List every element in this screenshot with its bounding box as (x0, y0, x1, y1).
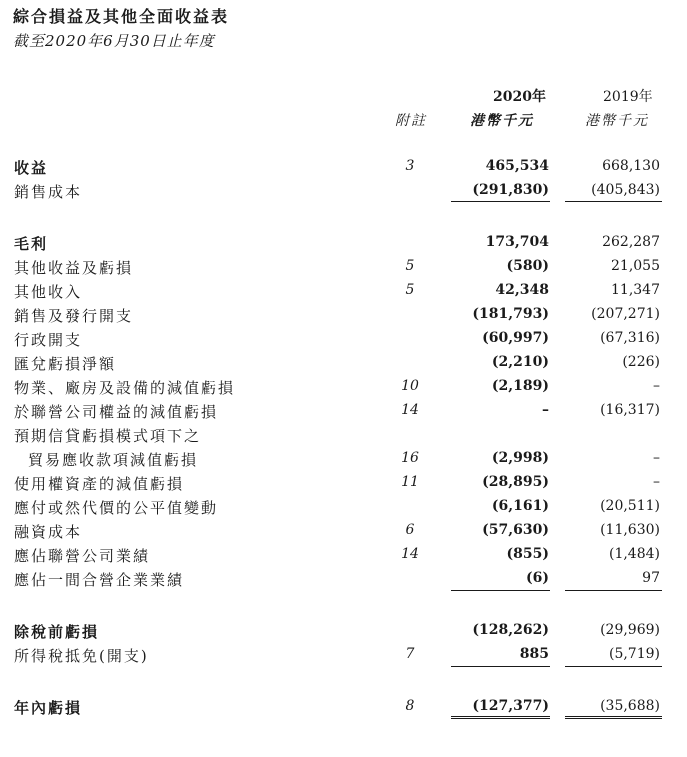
value-2019: (207,271) (591, 306, 660, 322)
value-2020: (6) (526, 570, 549, 586)
row-label-gross-profit: 毛利 (14, 235, 49, 253)
value-2020: (128,262) (472, 622, 549, 638)
value-2020: (291,830) (472, 182, 549, 198)
column-header-year-2019: 2019年 (603, 89, 653, 105)
value-2019: 11,347 (611, 282, 660, 298)
value-2019: (1,484) (608, 546, 660, 562)
row-label-revenue: 收益 (14, 159, 49, 177)
value-2019: – (653, 474, 660, 490)
value-2020: 42,348 (495, 282, 549, 298)
subtotal-rule-2020 (451, 590, 550, 591)
value-2020: (2,210) (491, 354, 549, 370)
value-2019: 262,287 (602, 234, 660, 250)
value-2019: (226) (622, 354, 660, 370)
value-2019: 668,130 (602, 158, 660, 174)
row-label-finance-costs: 融資成本 (14, 523, 83, 541)
row-label-loss-for-year: 年內虧損 (14, 699, 83, 717)
value-2020: (127,377) (472, 698, 549, 714)
value-2019: (16,317) (600, 402, 660, 418)
statement-period: 截至2020年6月30日止年度 (13, 32, 215, 50)
row-label-associate-impairment: 於聯營公司權益的減值虧損 (14, 403, 219, 421)
row-note: 7 (405, 646, 415, 662)
value-2020: (28,895) (482, 474, 549, 490)
row-label-contingent-consideration: 應付或然代價的公平值變動 (14, 499, 219, 517)
row-note: 6 (405, 522, 415, 538)
row-note: 5 (405, 282, 415, 298)
row-label-cost-of-sales: 銷售成本 (14, 183, 83, 201)
statement-title: 綜合損益及其他全面收益表 (13, 7, 230, 26)
row-label-administrative: 行政開支 (14, 331, 83, 349)
value-2020: (855) (506, 546, 549, 562)
value-2020: 173,704 (485, 234, 549, 250)
total-double-rule-2020 (451, 716, 550, 719)
row-label-other-income: 其他收入 (14, 283, 83, 301)
row-label-exchange-loss: 匯兌虧損淨額 (14, 355, 117, 373)
value-2020: – (542, 402, 549, 418)
row-note: 16 (401, 450, 419, 466)
column-header-year-2020: 2020年 (493, 89, 546, 105)
row-note: 14 (401, 402, 419, 418)
value-2020: (60,997) (482, 330, 549, 346)
value-2020: (57,630) (482, 522, 549, 538)
subtotal-rule-2019 (565, 666, 662, 667)
subtotal-rule-2019 (565, 201, 662, 202)
row-note: 14 (401, 546, 419, 562)
value-2019: (29,969) (600, 622, 660, 638)
column-header-unit-2020: 港幣千元 (470, 113, 534, 129)
row-label-ecl-model: 預期信貸虧損模式項下之 (14, 427, 202, 445)
row-label-trade-receivables-impairment: 貿易應收款項減值虧損 (28, 451, 199, 469)
row-label-income-tax: 所得稅抵免(開支) (14, 647, 149, 665)
value-2020: (6,161) (491, 498, 549, 514)
value-2020: 885 (519, 646, 549, 662)
row-label-other-gains-losses: 其他收益及虧損 (14, 259, 134, 277)
value-2019: (35,688) (600, 698, 660, 714)
row-label-loss-before-tax: 除稅前虧損 (14, 623, 100, 641)
value-2019: (67,316) (600, 330, 660, 346)
value-2019: – (653, 450, 660, 466)
subtotal-rule-2020 (451, 666, 550, 667)
row-label-ppe-impairment: 物業、廠房及設備的減值虧損 (14, 379, 236, 397)
row-note: 5 (405, 258, 415, 274)
column-header-unit-2019: 港幣千元 (585, 113, 649, 129)
subtotal-rule-2020 (451, 201, 550, 202)
value-2020: (2,189) (491, 378, 549, 394)
row-note: 11 (401, 474, 419, 490)
subtotal-rule-2019 (565, 590, 662, 591)
value-2019: (11,630) (600, 522, 660, 538)
row-label-share-of-associates: 應佔聯營公司業績 (14, 547, 151, 565)
total-double-rule-2019 (565, 716, 662, 719)
value-2020: (580) (506, 258, 549, 274)
value-2020: (2,998) (491, 450, 549, 466)
value-2019: 21,055 (611, 258, 660, 274)
value-2019: (20,511) (600, 498, 660, 514)
row-label-rou-impairment: 使用權資產的減值虧損 (14, 475, 185, 493)
row-label-share-of-joint-venture: 應佔一間合營企業業績 (14, 571, 185, 589)
row-note: 8 (405, 698, 415, 714)
row-note: 3 (405, 158, 415, 174)
value-2020: (181,793) (472, 306, 549, 322)
value-2019: – (653, 378, 660, 394)
value-2019: 97 (642, 570, 660, 586)
value-2020: 465,534 (485, 158, 549, 174)
column-header-note: 附註 (395, 113, 427, 129)
value-2019: (405,843) (591, 182, 660, 198)
row-note: 10 (401, 378, 419, 394)
row-label-selling-distribution: 銷售及發行開支 (14, 307, 134, 325)
value-2019: (5,719) (608, 646, 660, 662)
